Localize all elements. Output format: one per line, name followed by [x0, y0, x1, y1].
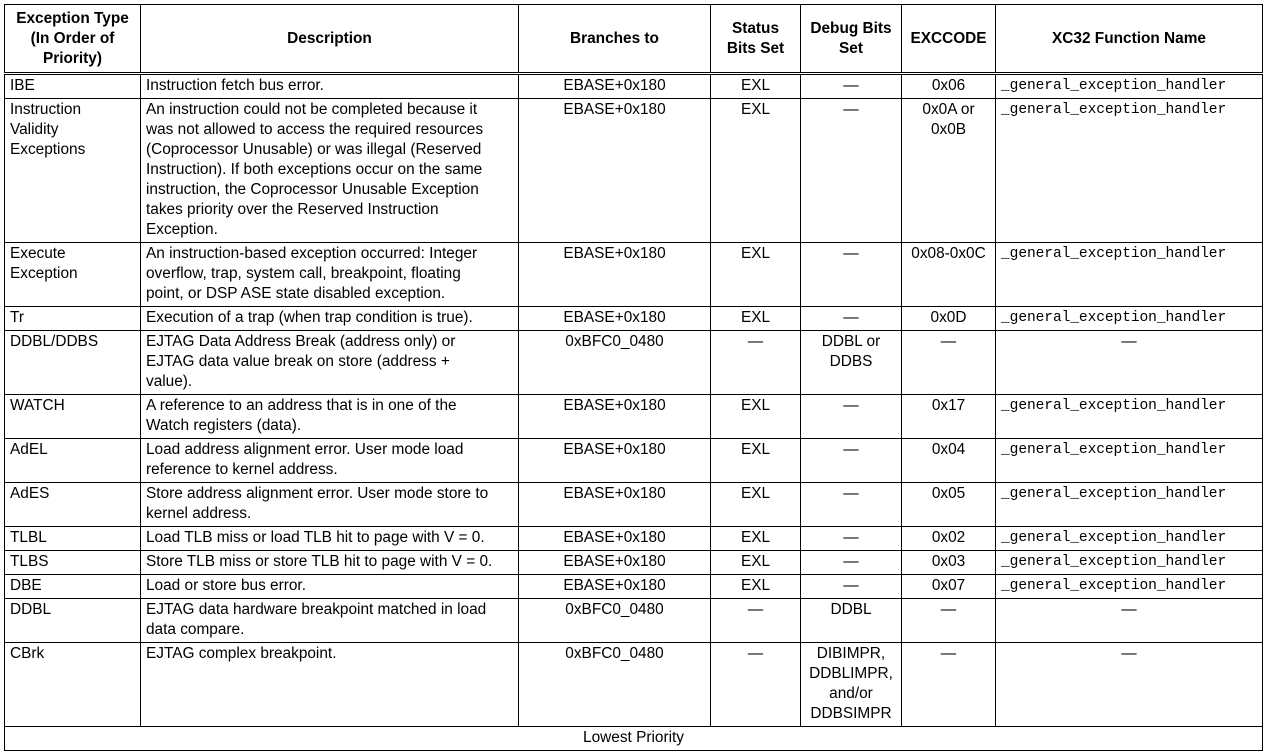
description-cell: Store address alignment error. User mode store to kernel address.	[141, 483, 519, 527]
header-branches-to: Branches to	[519, 5, 711, 74]
function-name-cell: _general_exception_handler	[996, 483, 1263, 527]
description-cell: An instruction-based exception occurred: Integer overflow, trap, system call, breakpoint, floating point, or DSP ASE state disabled exception.	[141, 243, 519, 307]
status-bits-cell: —	[711, 599, 801, 643]
debug-bits-cell: —	[801, 527, 902, 551]
table-row	[5, 99, 1263, 243]
description-cell: Load TLB miss or load TLB hit to page with V = 0.	[141, 527, 519, 551]
description-cell: EJTAG data hardware breakpoint matched in load data compare.	[141, 599, 519, 643]
status-bits-cell: EXL	[711, 243, 801, 307]
description-cell: EJTAG complex breakpoint.	[141, 643, 519, 727]
exccode-cell: 0x0D	[902, 307, 996, 331]
table-row	[5, 575, 1263, 599]
branches-to-cell: EBASE+0x180	[519, 243, 711, 307]
function-name-cell: _general_exception_handler	[996, 307, 1263, 331]
description-cell: Store TLB miss or store TLB hit to page with V = 0.	[141, 551, 519, 575]
exccode-cell: —	[902, 331, 996, 395]
exception-priority-table	[4, 4, 1263, 751]
branches-to-cell: EBASE+0x180	[519, 395, 711, 439]
debug-bits-cell: —	[801, 307, 902, 331]
header-description: Description	[141, 5, 519, 74]
branches-to-cell: EBASE+0x180	[519, 551, 711, 575]
branches-to-cell: EBASE+0x180	[519, 483, 711, 527]
table-row	[5, 527, 1263, 551]
status-bits-cell: EXL	[711, 439, 801, 483]
debug-bits-cell: DDBL or DDBS	[801, 331, 902, 395]
exccode-cell: 0x04	[902, 439, 996, 483]
status-bits-cell: EXL	[711, 527, 801, 551]
header-function-name: XC32 Function Name	[996, 5, 1263, 74]
debug-bits-cell: DDBL	[801, 599, 902, 643]
table-row	[5, 599, 1263, 643]
description-cell: Execution of a trap (when trap condition is true).	[141, 307, 519, 331]
branches-to-cell: EBASE+0x180	[519, 99, 711, 243]
description-cell: A reference to an address that is in one of the Watch registers (data).	[141, 395, 519, 439]
status-bits-cell: EXL	[711, 395, 801, 439]
function-name-cell: —	[996, 331, 1263, 395]
exccode-cell: 0x0A or 0x0B	[902, 99, 996, 243]
status-bits-cell: —	[711, 643, 801, 727]
header-status-bits: Status Bits Set	[711, 5, 801, 74]
branches-to-cell: 0xBFC0_0480	[519, 599, 711, 643]
header-debug-bits: Debug Bits Set	[801, 5, 902, 74]
header-exccode: EXCCODE	[902, 5, 996, 74]
function-name-cell: _general_exception_handler	[996, 551, 1263, 575]
exccode-cell: 0x06	[902, 74, 996, 99]
branches-to-cell: 0xBFC0_0480	[519, 331, 711, 395]
exception-type-cell: Tr	[5, 307, 141, 331]
branches-to-cell: EBASE+0x180	[519, 527, 711, 551]
exception-type-cell: Instruction Validity Exceptions	[5, 99, 141, 243]
table-row	[5, 331, 1263, 395]
description-cell: Instruction fetch bus error.	[141, 74, 519, 99]
description-cell: An instruction could not be completed because it was not allowed to access the required resources (Coprocessor Unusable) or was illegal (Reserved Instruction). If both exceptions occur on the same instruction, the Coprocessor Unusable Exception takes priority over the Reserved Instruction Exception.	[141, 99, 519, 243]
status-bits-cell: EXL	[711, 307, 801, 331]
status-bits-cell: EXL	[711, 551, 801, 575]
branches-to-cell: EBASE+0x180	[519, 575, 711, 599]
exception-type-cell: Execute Exception	[5, 243, 141, 307]
lowest-priority-label: Lowest Priority	[5, 727, 1263, 751]
status-bits-cell: —	[711, 331, 801, 395]
exccode-cell: 0x05	[902, 483, 996, 527]
table-row	[5, 483, 1263, 527]
description-cell: Load or store bus error.	[141, 575, 519, 599]
header-exception-type: Exception Type (In Order of Priority)	[5, 5, 141, 74]
header-row	[5, 5, 1263, 74]
exccode-cell: —	[902, 643, 996, 727]
function-name-cell: _general_exception_handler	[996, 99, 1263, 243]
function-name-cell: —	[996, 643, 1263, 727]
exccode-cell: 0x03	[902, 551, 996, 575]
debug-bits-cell: —	[801, 243, 902, 307]
function-name-cell: _general_exception_handler	[996, 395, 1263, 439]
description-cell: Load address alignment error. User mode load reference to kernel address.	[141, 439, 519, 483]
function-name-cell: —	[996, 599, 1263, 643]
function-name-cell: _general_exception_handler	[996, 74, 1263, 99]
debug-bits-cell: —	[801, 395, 902, 439]
description-cell: EJTAG Data Address Break (address only) or EJTAG data value break on store (address + value).	[141, 331, 519, 395]
exccode-cell: 0x07	[902, 575, 996, 599]
exccode-cell: 0x17	[902, 395, 996, 439]
debug-bits-cell: —	[801, 74, 902, 99]
exception-type-cell: TLBS	[5, 551, 141, 575]
exception-type-cell: DBE	[5, 575, 141, 599]
footer-row	[5, 727, 1263, 751]
exception-type-cell: DDBL/DDBS	[5, 331, 141, 395]
exception-type-cell: IBE	[5, 74, 141, 99]
exception-type-cell: AdES	[5, 483, 141, 527]
branches-to-cell: 0xBFC0_0480	[519, 643, 711, 727]
debug-bits-cell: —	[801, 483, 902, 527]
status-bits-cell: EXL	[711, 575, 801, 599]
exception-type-cell: AdEL	[5, 439, 141, 483]
debug-bits-cell: DIBIMPR, DDBLIMPR, and/or DDBSIMPR	[801, 643, 902, 727]
status-bits-cell: EXL	[711, 74, 801, 99]
status-bits-cell: EXL	[711, 99, 801, 243]
table-row	[5, 439, 1263, 483]
branches-to-cell: EBASE+0x180	[519, 307, 711, 331]
debug-bits-cell: —	[801, 439, 902, 483]
status-bits-cell: EXL	[711, 483, 801, 527]
debug-bits-cell: —	[801, 575, 902, 599]
exccode-cell: —	[902, 599, 996, 643]
table-row	[5, 551, 1263, 575]
table-row	[5, 74, 1263, 99]
function-name-cell: _general_exception_handler	[996, 243, 1263, 307]
exception-type-cell: CBrk	[5, 643, 141, 727]
function-name-cell: _general_exception_handler	[996, 439, 1263, 483]
table-row	[5, 243, 1263, 307]
table-row	[5, 643, 1263, 727]
exccode-cell: 0x02	[902, 527, 996, 551]
branches-to-cell: EBASE+0x180	[519, 74, 711, 99]
exccode-cell: 0x08-0x0C	[902, 243, 996, 307]
debug-bits-cell: —	[801, 99, 902, 243]
table-row	[5, 395, 1263, 439]
exception-type-cell: DDBL	[5, 599, 141, 643]
function-name-cell: _general_exception_handler	[996, 527, 1263, 551]
exception-type-cell: WATCH	[5, 395, 141, 439]
exception-type-cell: TLBL	[5, 527, 141, 551]
debug-bits-cell: —	[801, 551, 902, 575]
function-name-cell: _general_exception_handler	[996, 575, 1263, 599]
branches-to-cell: EBASE+0x180	[519, 439, 711, 483]
table-row	[5, 307, 1263, 331]
